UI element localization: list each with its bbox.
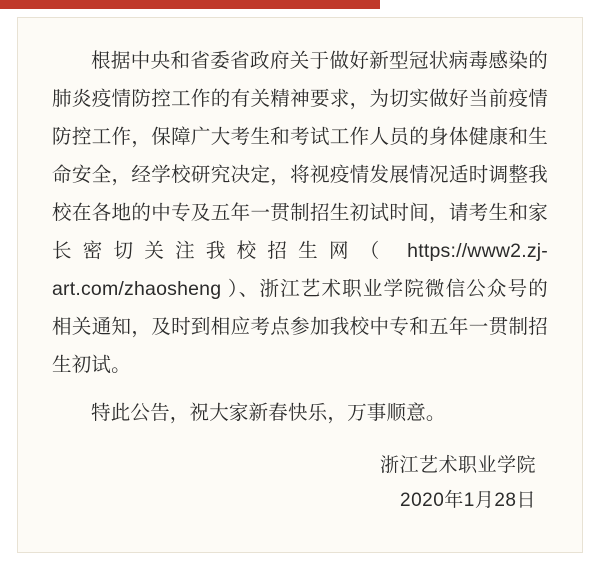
notice-paragraph: 根据中央和省委省政府关于做好新型冠状病毒感染的肺炎疫情防控工作的有关精神要求，为切实做好当前疫情防控工作，保障广大考生和考试工作人员的身体健康和生命安全，经学校研究决定，将视疫情发展情况适时调整我校在各地的中专及五年一贯制招生初试时间，请考生和家长密切关注我校招生网（ https://www2.zj-art.com/zhaosheng ）、浙江艺术职业学院微信公众号的相关通知，及时到相应考点参加我校中专和五年一贯制招生初试。 bbox=[52, 50, 548, 377]
signature-organization: 浙江艺术职业学院 bbox=[379, 454, 536, 476]
top-red-bar bbox=[0, 0, 380, 9]
notice-body bbox=[52, 42, 548, 432]
notice-card bbox=[17, 17, 583, 553]
notice-paragraph: 特此公告，祝大家新春快乐，万事顺意。 bbox=[91, 402, 446, 425]
signature-date: 2020年1月28日 bbox=[400, 489, 536, 511]
signature-block bbox=[380, 448, 536, 518]
